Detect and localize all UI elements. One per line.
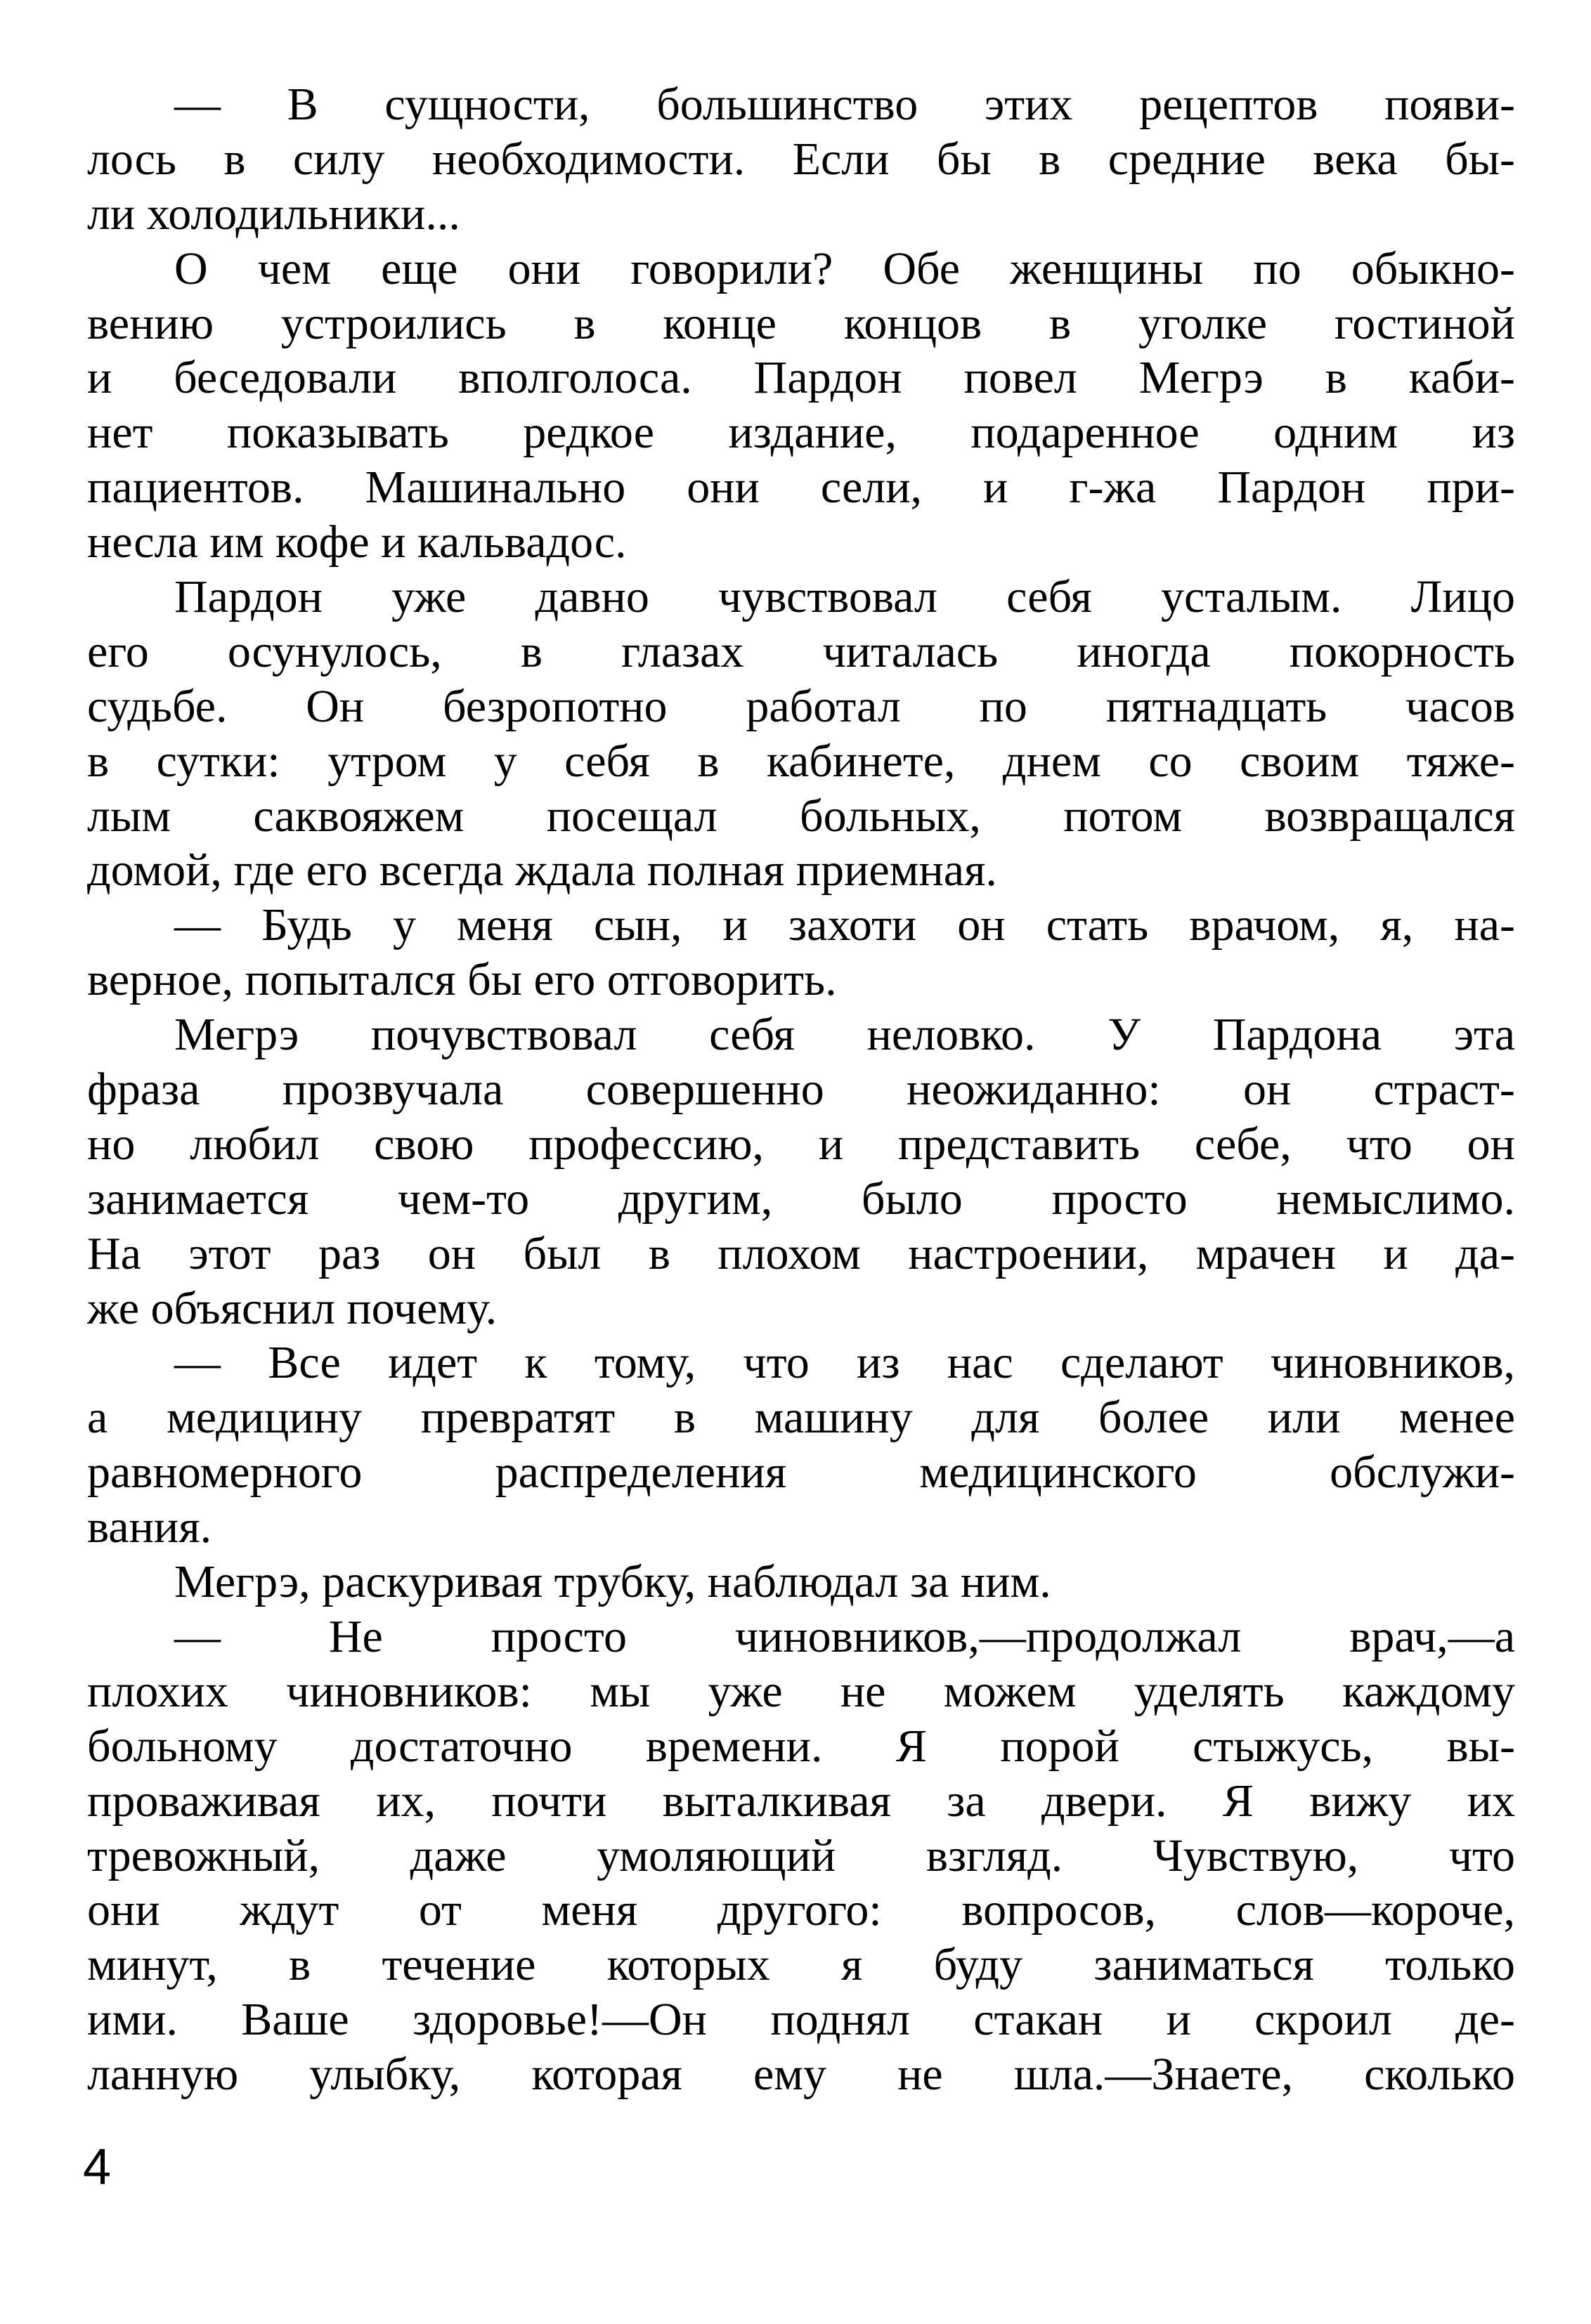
text-line: пациентов. Машинально они сели, и г-жа Пардон при- <box>87 462 1515 514</box>
text-line: Мегрэ почувствовал себя неловко. У Пардона эта <box>174 1009 1515 1061</box>
text-line: лым саквояжем посещал больных, потом возвращался <box>87 790 1515 842</box>
text-line: На этот раз он был в плохом настроении, мрачен и да- <box>87 1227 1515 1279</box>
text-line: лось в силу необходимости. Если бы в средние века бы- <box>87 133 1515 185</box>
text-line: — Будь у меня сын, и захоти он стать врачом, я, на- <box>174 899 1515 951</box>
text-line: его осунулось, в глазах читалась иногда покорность <box>87 625 1515 677</box>
text-line: фраза прозвучала совершенно неожиданно: он страст- <box>87 1064 1515 1116</box>
text-line: занимается чем-то другим, было просто немыслимо. <box>87 1173 1515 1225</box>
text-line: Мегрэ, раскуривая трубку, наблюдал за ним. <box>174 1556 1051 1608</box>
text-line: тревожный, даже умоляющий взгляд. Чувствую, что <box>87 1829 1515 1881</box>
text-line: ими. Ваше здоровье!—Он поднял стакан и скроил де- <box>87 1994 1515 2046</box>
text-line: — Все идет к тому, что из нас сделают чиновников, <box>174 1337 1515 1389</box>
text-line: больному достаточно времени. Я порой стыжусь, вы- <box>87 1720 1515 1772</box>
text-line: минут, в течение которых я буду заниматься только <box>87 1939 1515 1991</box>
text-line: ланную улыбку, которая ему не шла.—Знаете, сколько <box>87 2049 1515 2101</box>
text-line: судьбе. Он безропотно работал по пятнадцать часов <box>87 680 1515 732</box>
text-line: плохих чиновников: мы уже не можем уделять каждому <box>87 1665 1515 1717</box>
page-body <box>87 77 1515 2102</box>
text-line: — В сущности, большинство этих рецептов появи- <box>174 79 1515 130</box>
text-line: и беседовали вполголоса. Пардон повел Мегрэ в каби- <box>87 352 1515 404</box>
text-line: — Не просто чиновников,—продолжал врач,—а <box>174 1610 1515 1662</box>
text-line: нет показывать редкое издание, подаренное одним из <box>87 407 1515 459</box>
text-line: же объяснил почему. <box>87 1282 498 1334</box>
text-line: но любил свою профессию, и представить себе, что он <box>87 1118 1515 1170</box>
text-line: в сутки: утром у себя в кабинете, днем со своим тяже- <box>87 735 1515 787</box>
text-line: вания. <box>87 1501 212 1553</box>
text-line: О чем еще они говорили? Обе женщины по обыкно- <box>174 242 1515 294</box>
text-line: верное, попытался бы его отговорить. <box>87 954 837 1006</box>
text-line: несла им кофе и кальвадос. <box>87 516 627 568</box>
text-line: Пардон уже давно чувствовал себя усталым. Лицо <box>174 571 1515 623</box>
text-line: они ждут от меня другого: вопросов, слов—короче, <box>87 1884 1515 1936</box>
text-line: вению устроились в конце концов в уголке гостиной <box>87 297 1515 349</box>
text-line: равномерного распределения медицинского обслужи- <box>87 1447 1515 1499</box>
text-line: домой, где его всегда ждала полная приемная. <box>87 844 997 896</box>
text-line: а медицину превратят в машину для более или менее <box>87 1392 1515 1444</box>
page-number: 4 <box>83 2139 112 2195</box>
text-line: проваживая их, почти выталкивая за двери. Я вижу их <box>87 1775 1515 1827</box>
text-line: ли холодильники... <box>87 188 460 240</box>
